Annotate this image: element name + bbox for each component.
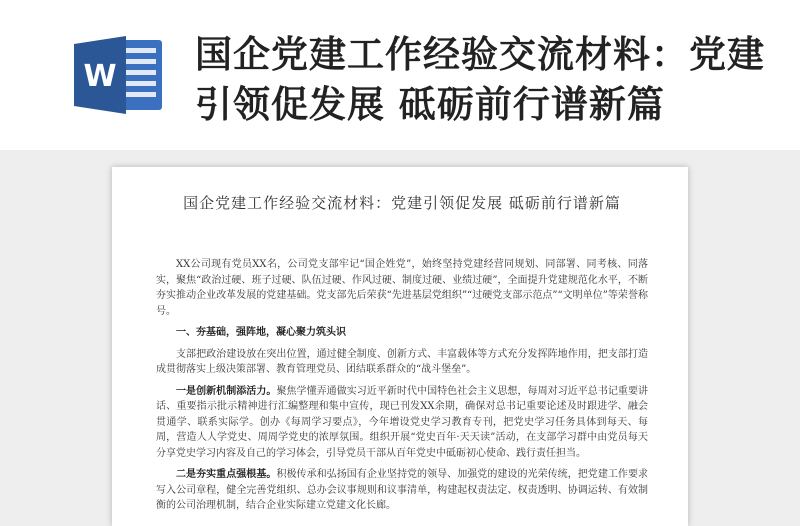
section-heading-1: 一、夯基础，强阵地，凝心聚力筑头识	[176, 327, 346, 338]
paragraph-section-1: 支部把政治建设放在突出位置，通过健全制度、创新方式、丰富载体等方式充分发挥阵地作用，把支部打造成贯彻落实上级决策部署、教育管理党员、团结联系群众的“战斗堡垒”。	[156, 348, 648, 375]
paragraph-lead: 二是夯实重点强根基。	[176, 469, 277, 480]
page-title: 国企党建工作经验交流材料：党建引领促发展 砥砺前行谱新篇	[195, 33, 765, 126]
document-page	[112, 167, 688, 526]
paragraph-innovation	[156, 384, 648, 462]
document-body	[156, 257, 648, 520]
paragraph-text: 积极传承和弘扬国有企业坚持党的领导、加强党的建设的光荣传统，把党建工作要求写入公司章程，健全完善党组织、总办会议事规则和议事清单，构建起权责法定、权责透明、协调运转、有效制衡的公司治理机制，结合企业实际建立党建文化长廊。	[156, 469, 649, 511]
paragraph-lead: 一是创新机制添活力。	[176, 385, 277, 397]
word-document-icon	[72, 34, 164, 116]
header-banner	[0, 0, 800, 150]
paragraph-text: 聚焦学懂弄通做实习近平新时代中国特色社会主义思想，每周对习近平总书记重要讲话、重要指示批示精神进行汇编整理和集中宣传，现已刊发XX余期，确保对总书记重要论述及时跟进学、融会贯通学、联系实际学。创办《每周学习要点》，今年增设党史学习教育专刊，把党史学习任务具体到每天、每周，营造人人学党史、周周学党史的浓厚氛围。组织开展“党史百年·天天读”活动，在支部学习群中由党员每天分享党史学习内容及自己的学习体会，引导党员干部从百年党史中砥砺初心使命、践行责任担当。	[156, 385, 649, 459]
paragraph-foundation	[156, 467, 648, 514]
svg-text:W: W	[83, 59, 117, 94]
document-title: 国企党建工作经验交流材料：党建引领促发展 砥砺前行谱新篇	[183, 194, 621, 212]
paragraph-intro: XX公司现有党员XX名，公司党支部牢记“国企姓党”，始终坚持党建经营同规划、同部署、同考核、同落实，聚焦“政治过硬、班子过硬、队伍过硬、作风过硬、制度过硬、业绩过硬”，全面提升党建规范化水平，不断夯实推动企业改革发展的党建基础。党支部先后荣获“先进基层党组织”“过硬党支部示范点”“文明单位”等荣誉称号。	[156, 259, 648, 317]
